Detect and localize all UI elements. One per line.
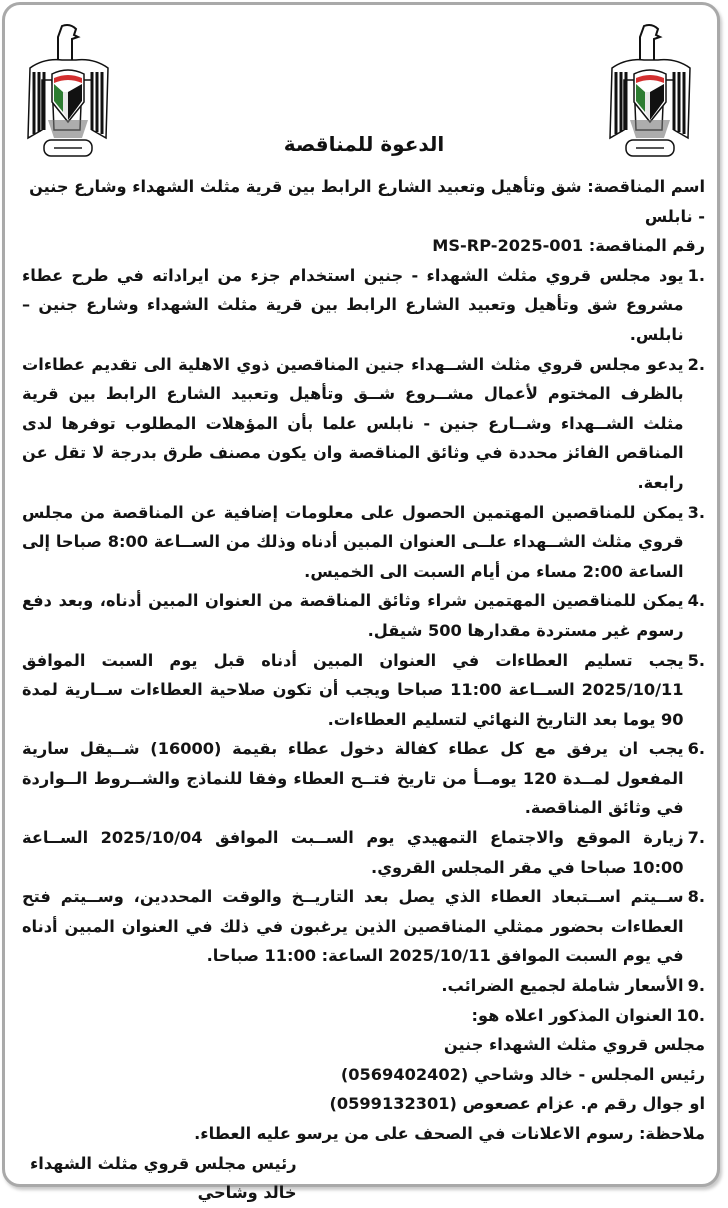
item-number: 7. xyxy=(687,828,705,848)
item-number: 10. xyxy=(676,1005,705,1025)
item-text: يجب تسليم العطاءات في العنوان المبين أدناه قبل يوم السبت الموافق 2025/10/11 الســاعة 11:00 صباحا ويجب أن تكون صلاحية العطاءات ســارية لمدة 90 يوما بعد التاريخ النهائي لتسليم العطاءات. xyxy=(22,650,684,729)
signature-block xyxy=(22,1149,705,1208)
page-title: الدعوة للمناقصة xyxy=(283,132,445,156)
address-line-council: مجلس قروي مثلث الشهداء جنين xyxy=(443,1035,705,1055)
item-text: يمكن للمناقصين المهتمين الحصول على معلومات إضافية عن المناقصة من مجلس قروي مثلث الشــهداء علــى العنوان المبين أدناه وذلك من الســاعة 8:00 صباحا إلى الساعة 2:00 مساء من أيام السبت الى الخميس. xyxy=(22,502,684,581)
item-text: يمكن للمناقصين المهتمين شراء وثائق المناقصة من العنوان المبين أدناه، وبعد دفع رسوم غير مستردة مقدارها 500 شيقل. xyxy=(22,591,684,640)
list-item xyxy=(22,261,705,350)
item-text: يجب ان يرفق مع كل عطاء كفالة دخول عطاء بقيمة (16000) شــيقل سارية المفعول لمــدة 120 يومــأ من تاريخ فتــح العطاء وفقا للنماذج والشــروط الــواردة في وثائق المناقصة. xyxy=(22,739,684,818)
item-number: 1. xyxy=(687,265,705,285)
item-number: 5. xyxy=(687,650,705,670)
tender-name-label: اسم المناقصة: xyxy=(587,177,705,196)
item-number: 6. xyxy=(687,739,705,759)
tender-name xyxy=(22,172,705,231)
item-number: 4. xyxy=(687,591,705,611)
tender-number-label: رقم المناقصة: xyxy=(588,236,705,256)
note: ملاحظة: رسوم الاعلانات في الصحف على من يرسو عليه العطاء. xyxy=(194,1124,705,1143)
list-item xyxy=(22,1001,705,1031)
item-text: الأسعار شاملة لجميع الضرائب. xyxy=(441,976,684,996)
item-text: العنوان المذكور اعلاه هو: xyxy=(471,1005,673,1025)
list-item xyxy=(22,350,705,498)
item-text: زيارة الموقع والاجتماع التمهيدي يوم الســبت الموافق 2025/10/04 الســاعة 10:00 صباحا في مقر المجلس القروي. xyxy=(22,828,684,877)
tender-number-value: MS-RP-2025-001 xyxy=(432,236,584,256)
list-item xyxy=(22,882,705,971)
list-item xyxy=(22,646,705,735)
address-line-head: رئيس المجلس - خالد وشاحي (0569402402) xyxy=(340,1064,705,1084)
item-number: 2. xyxy=(687,354,705,374)
list-item xyxy=(22,586,705,645)
list-item xyxy=(22,971,705,1001)
item-text: يود مجلس قروي مثلث الشهداء - جنين استخدام جزء من ايراداته في طرح عطاء مشروع شق وتأهيل وتعبيد الشارع الرابط بين قرية مثلث الشهداء وشارع جنين – نابلس. xyxy=(22,265,684,344)
item-number: 3. xyxy=(687,502,705,522)
item-text: ســيتم اســتبعاد العطاء الذي يصل بعد التاريــخ والوقت المحددين، وســيتم فتح العطاءات بحضور ممثلي المناقصين الذين يرغبون في ذلك في العنوان المبين أدناه في يوم السبت الموافق 2025/10/11 الساعة: 11:00 صباحا. xyxy=(22,887,684,966)
tender-number xyxy=(22,231,705,261)
item-number: 9. xyxy=(687,976,705,996)
list-item xyxy=(22,734,705,823)
address-line-mobile: او جوال رقم م. عزام عصعوص (0599132301) xyxy=(329,1094,705,1114)
item-text: يدعو مجلس قروي مثلث الشــهداء جنين المناقصين ذوي الاهلية الى تقديم عطاءات بالظرف المختوم لأعمال مشــروع شــق وتأهيل وتعبيد الشارع الرابط بين قرية مثلث الشــهداء وشــارع جنين - نابلس علما بأن المؤهلات المطلوب توفرها لدى المناقص الفائز محددة في وثائق المناقصة وان يكون مصنف طرق بدرجة لا تقل عن رابعة. xyxy=(22,354,684,492)
tender-name-value: شق وتأهيل وتعبيد الشارع الرابط بين قرية مثلث الشهداء وشارع جنين - نابلس xyxy=(29,177,705,226)
item-number: 8. xyxy=(687,887,705,907)
signature-title: رئيس مجلس قروي مثلث الشهداء xyxy=(30,1153,297,1173)
signature-name: خالد وشاحي xyxy=(197,1183,297,1203)
list-item xyxy=(22,823,705,882)
list-item xyxy=(22,498,705,587)
tender-body xyxy=(22,172,705,1208)
